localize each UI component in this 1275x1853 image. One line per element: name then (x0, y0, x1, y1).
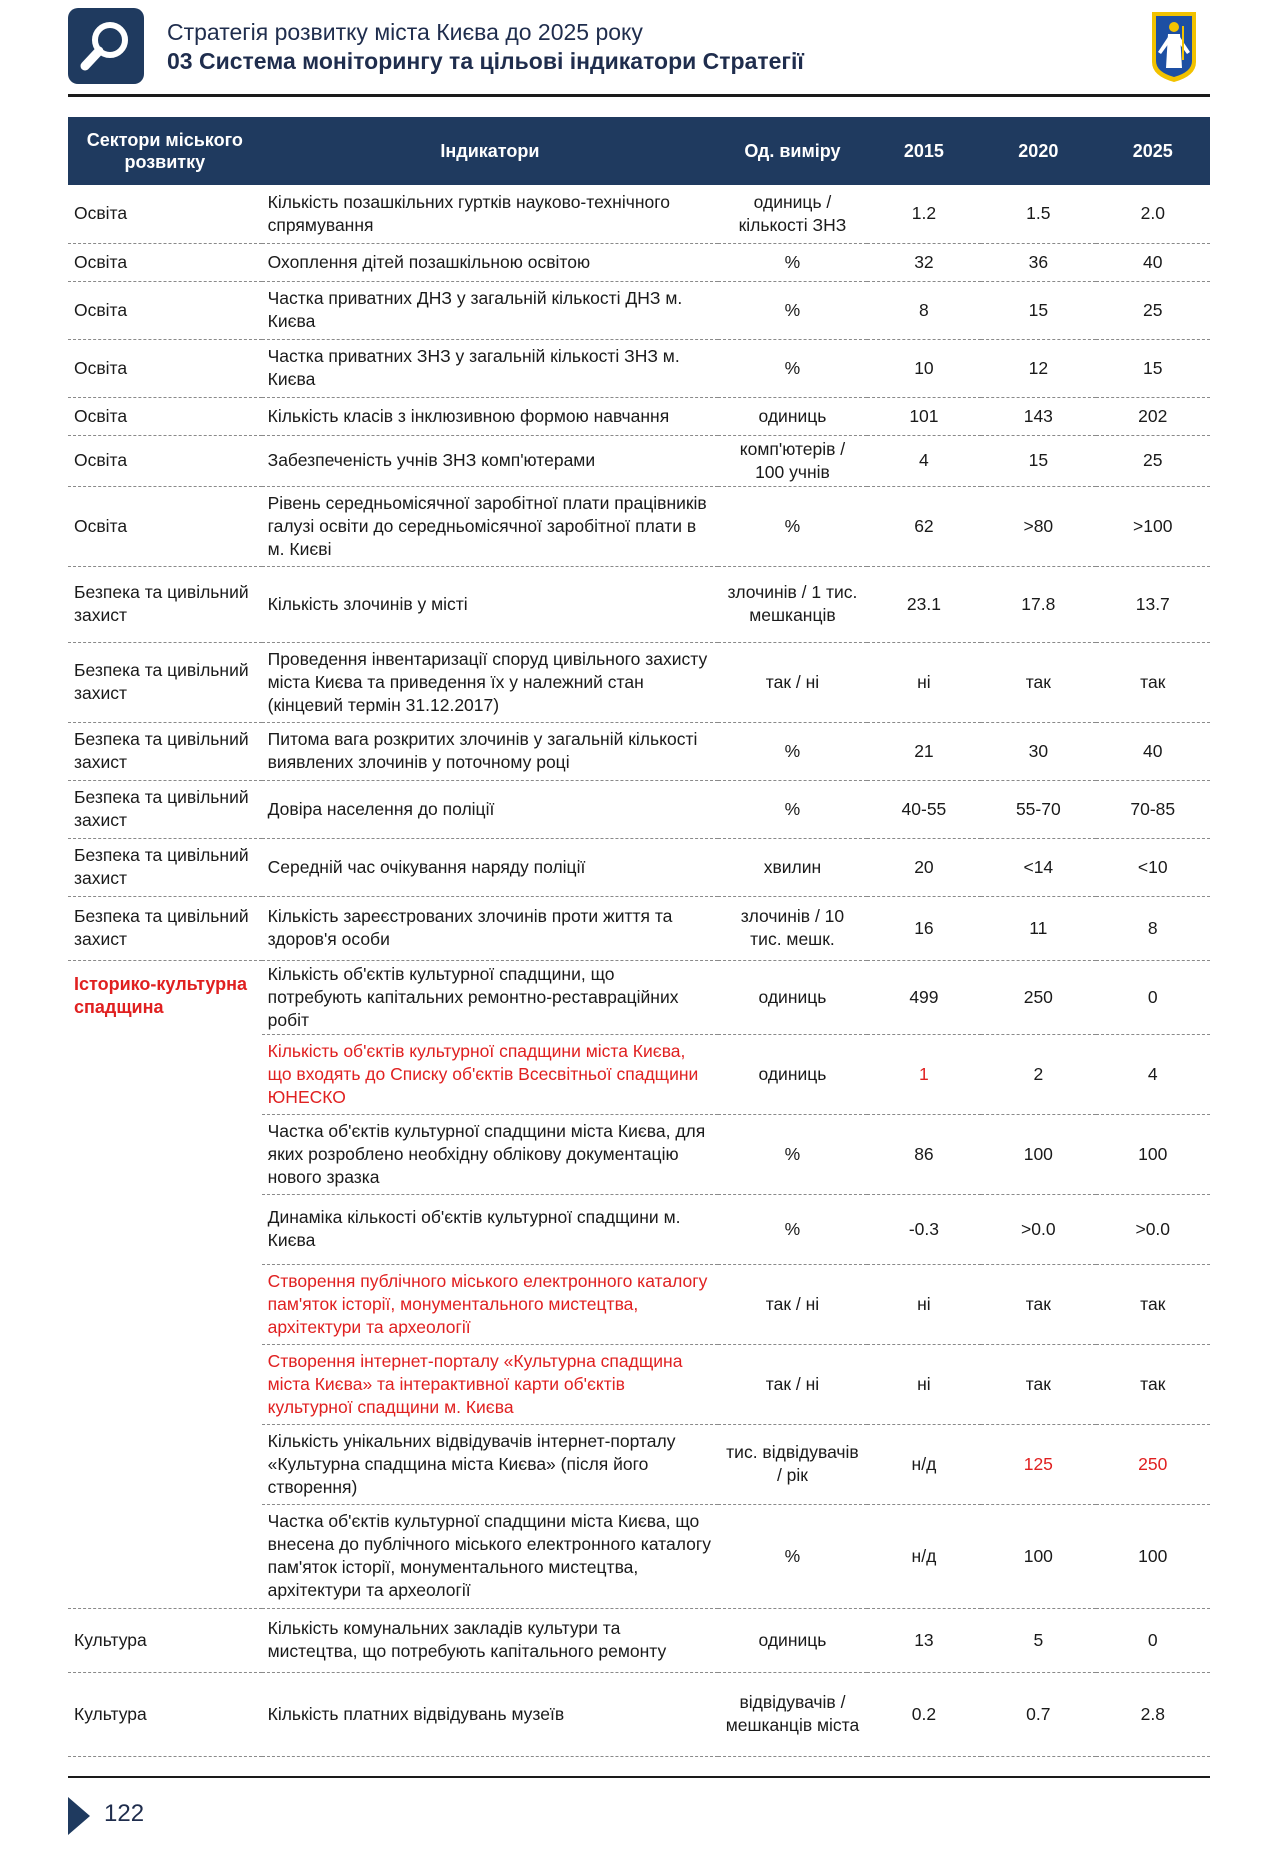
value-2015: 0.2 (867, 1672, 981, 1756)
table-row (68, 642, 1210, 722)
unit-cell: одиниць (718, 1608, 867, 1672)
indicator-cell: Кількість об'єктів культурної спадщини міста Києва, що входять до Списку об'єктів Всесвітньої спадщини ЮНЕСКО (262, 1034, 719, 1114)
indicator-cell: Частка приватних ДНЗ у загальній кількості ДНЗ м. Києва (262, 281, 719, 339)
value-2015: ні (867, 1264, 981, 1344)
table-row (68, 185, 1210, 243)
value-2020: 15 (981, 281, 1095, 339)
unit-cell: % (718, 486, 867, 566)
sector-cell: Культура (68, 1608, 262, 1672)
value-2020: 143 (981, 397, 1095, 435)
unit-cell: одиниць (718, 960, 867, 1034)
indicator-cell: Кількість унікальних відвідувачів інтернет-порталу «Культурна спадщина міста Києва» (після його створення) (262, 1424, 719, 1504)
indicator-cell: Частка об'єктів культурної спадщини міста Києва, для яких розроблено необхідну облікову документацію нового зразка (262, 1114, 719, 1194)
table-row (68, 397, 1210, 435)
value-2020: 125 (981, 1424, 1095, 1504)
header-sector: Сектори міського розвитку (68, 117, 262, 185)
unit-cell: так / ні (718, 642, 867, 722)
value-2020: 0.7 (981, 1672, 1095, 1756)
table-row (68, 896, 1210, 960)
unit-cell: відвідувачів / мешканців міста (718, 1672, 867, 1756)
unit-cell: одиниць (718, 397, 867, 435)
sector-cell: Освіта (68, 486, 262, 566)
value-2020: <14 (981, 838, 1095, 896)
unit-cell: % (718, 339, 867, 397)
value-2015: 62 (867, 486, 981, 566)
value-2015: 8 (867, 281, 981, 339)
value-2015: 1.2 (867, 185, 981, 243)
value-2020: 55-70 (981, 780, 1095, 838)
section-title: 03 Система моніторингу та цільові індикатори Стратегії (167, 48, 804, 74)
table-row (68, 1608, 1210, 1672)
sector-cell: Освіта (68, 435, 262, 486)
value-2025: 4 (1096, 1034, 1210, 1114)
indicator-cell: Частка об'єктів культурної спадщини міста Києва, що внесена до публічного міського електронного каталогу пам'яток історії, монументального мистецтва, архітектури та археології (262, 1504, 719, 1608)
kyiv-coat-of-arms-icon (1150, 10, 1198, 84)
value-2020: 5 (981, 1608, 1095, 1672)
value-2015: 101 (867, 397, 981, 435)
unit-cell: % (718, 1194, 867, 1264)
indicator-cell: Рівень середньомісячної заробітної плати працівників галузі освіти до середньомісячної заробітної плати в м. Києві (262, 486, 719, 566)
value-2025: >100 (1096, 486, 1210, 566)
sector-cell: Безпека та цивільний захист (68, 642, 262, 722)
value-2015: ні (867, 1344, 981, 1424)
sector-cell: Освіта (68, 397, 262, 435)
value-2015: 10 (867, 339, 981, 397)
unit-cell: одиниць / кількості ЗНЗ (718, 185, 867, 243)
sector-cell: Культура (68, 1672, 262, 1756)
value-2020: 100 (981, 1114, 1095, 1194)
value-2025: <10 (1096, 838, 1210, 896)
table-row (68, 566, 1210, 642)
value-2025: 0 (1096, 1608, 1210, 1672)
footer-divider (68, 1776, 1210, 1778)
value-2025: 70-85 (1096, 780, 1210, 838)
indicator-cell: Кількість платних відвідувань музеїв (262, 1672, 719, 1756)
value-2025: так (1096, 1344, 1210, 1424)
indicator-cell: Довіра населення до поліції (262, 780, 719, 838)
indicator-cell: Кількість класів з інклюзивною формою навчання (262, 397, 719, 435)
indicator-cell: Динаміка кількості об'єктів культурної спадщини м. Києва (262, 1194, 719, 1264)
unit-cell: одиниць (718, 1034, 867, 1114)
document-title: Стратегія розвитку міста Києва до 2025 року (167, 19, 643, 45)
value-2020: 15 (981, 435, 1095, 486)
value-2025: 25 (1096, 281, 1210, 339)
value-2015: 13 (867, 1608, 981, 1672)
indicator-cell: Частка приватних ЗНЗ у загальній кількості ЗНЗ м. Києва (262, 339, 719, 397)
table-row (68, 486, 1210, 566)
value-2015: 20 (867, 838, 981, 896)
indicator-cell: Кількість зареєстрованих злочинів проти життя та здоров'я особи (262, 896, 719, 960)
header-2015: 2015 (867, 117, 981, 185)
table-row (68, 281, 1210, 339)
indicator-cell: Кількість позашкільних гуртків науково-технічного спрямування (262, 185, 719, 243)
value-2025: 2.8 (1096, 1672, 1210, 1756)
value-2025: 2.0 (1096, 185, 1210, 243)
table-row (68, 838, 1210, 896)
logo-search-icon (68, 8, 144, 84)
indicator-cell: Середній час очікування наряду поліції (262, 838, 719, 896)
unit-cell: так / ні (718, 1344, 867, 1424)
value-2025: 100 (1096, 1114, 1210, 1194)
table-row (68, 243, 1210, 281)
unit-cell: хвилин (718, 838, 867, 896)
unit-cell: % (718, 722, 867, 780)
value-2025: 25 (1096, 435, 1210, 486)
value-2020: так (981, 1264, 1095, 1344)
indicator-cell: Питома вага розкритих злочинів у загальній кількості виявлених злочинів у поточному році (262, 722, 719, 780)
header-unit: Од. виміру (718, 117, 867, 185)
indicator-cell: Створення інтернет-порталу «Культурна спадщина міста Києва» та інтерактивної карти об'єктів культурної спадщини м. Києва (262, 1344, 719, 1424)
unit-cell: % (718, 281, 867, 339)
indicators-table (68, 117, 1210, 1757)
value-2015: 4 (867, 435, 981, 486)
value-2020: 250 (981, 960, 1095, 1034)
search-icon (68, 8, 144, 84)
value-2020: 30 (981, 722, 1095, 780)
unit-cell: так / ні (718, 1264, 867, 1344)
value-2015: 32 (867, 243, 981, 281)
indicator-cell: Проведення інвентаризації споруд цивільного захисту міста Києва та приведення їх у належний стан (кінцевий термін 31.12.2017) (262, 642, 719, 722)
sector-cell: Освіта (68, 185, 262, 243)
value-2025: 40 (1096, 722, 1210, 780)
table-header-row (68, 117, 1210, 185)
indicator-cell: Охоплення дітей позашкільною освітою (262, 243, 719, 281)
value-2015: 499 (867, 960, 981, 1034)
value-2020: 100 (981, 1504, 1095, 1608)
indicator-cell: Кількість об'єктів культурної спадщини, що потребують капітальних ремонтно-реставраційних робіт (262, 960, 719, 1034)
value-2015: 86 (867, 1114, 981, 1194)
table-row (68, 780, 1210, 838)
value-2015: 21 (867, 722, 981, 780)
value-2015: -0.3 (867, 1194, 981, 1264)
value-2025: так (1096, 642, 1210, 722)
table-row (68, 339, 1210, 397)
value-2015: ні (867, 642, 981, 722)
value-2020: так (981, 1344, 1095, 1424)
unit-cell: комп'ютерів / 100 учнів (718, 435, 867, 486)
value-2025: 15 (1096, 339, 1210, 397)
header-2025: 2025 (1096, 117, 1210, 185)
value-2020: 11 (981, 896, 1095, 960)
sector-cell: Безпека та цивільний захист (68, 780, 262, 838)
sector-cell: Освіта (68, 339, 262, 397)
value-2025: 100 (1096, 1504, 1210, 1608)
unit-cell: % (718, 780, 867, 838)
indicator-cell: Створення публічного міського електронного каталогу пам'яток історії, монументального мистецтва, архітектури та археології (262, 1264, 719, 1344)
indicator-cell: Кількість комунальних закладів культури та мистецтва, що потребують капітального ремонту (262, 1608, 719, 1672)
sector-cell: Освіта (68, 281, 262, 339)
table-row (68, 1672, 1210, 1756)
value-2020: 36 (981, 243, 1095, 281)
value-2025: 8 (1096, 896, 1210, 960)
sector-cell: Безпека та цивільний захист (68, 838, 262, 896)
header-divider (68, 94, 1210, 97)
value-2015: 1 (867, 1034, 981, 1114)
header-indicator: Індикатори (262, 117, 719, 185)
table-row (68, 722, 1210, 780)
page-number: 122 (104, 1800, 145, 1827)
value-2015: 16 (867, 896, 981, 960)
triangle-arrow-icon (68, 1797, 90, 1835)
sector-cell-heritage: Історико-культурна спадщина (68, 960, 262, 1608)
unit-cell: злочинів / 10 тис. мешк. (718, 896, 867, 960)
value-2020: так (981, 642, 1095, 722)
value-2015: 40-55 (867, 780, 981, 838)
unit-cell: тис. відвідувачів / рік (718, 1424, 867, 1504)
table-row (68, 435, 1210, 486)
value-2020: 1.5 (981, 185, 1095, 243)
value-2020: 2 (981, 1034, 1095, 1114)
value-2015: н/д (867, 1504, 981, 1608)
value-2020: 12 (981, 339, 1095, 397)
header-2020: 2020 (981, 117, 1095, 185)
value-2020: 17.8 (981, 566, 1095, 642)
value-2025: так (1096, 1264, 1210, 1344)
value-2020: >0.0 (981, 1194, 1095, 1264)
unit-cell: % (718, 1504, 867, 1608)
value-2020: >80 (981, 486, 1095, 566)
sector-cell: Безпека та цивільний захист (68, 566, 262, 642)
unit-cell: % (718, 243, 867, 281)
value-2015: н/д (867, 1424, 981, 1504)
value-2025: >0.0 (1096, 1194, 1210, 1264)
value-2025: 202 (1096, 397, 1210, 435)
value-2025: 250 (1096, 1424, 1210, 1504)
sector-cell: Безпека та цивільний захист (68, 896, 262, 960)
value-2025: 40 (1096, 243, 1210, 281)
unit-cell: злочинів / 1 тис. мешканців (718, 566, 867, 642)
table-row (68, 960, 1210, 1034)
unit-cell: % (718, 1114, 867, 1194)
value-2015: 23.1 (867, 566, 981, 642)
sector-cell: Безпека та цивільний захист (68, 722, 262, 780)
indicator-cell: Забезпеченість учнів ЗНЗ комп'ютерами (262, 435, 719, 486)
indicator-cell: Кількість злочинів у місті (262, 566, 719, 642)
value-2025: 0 (1096, 960, 1210, 1034)
value-2025: 13.7 (1096, 566, 1210, 642)
sector-cell: Освіта (68, 243, 262, 281)
